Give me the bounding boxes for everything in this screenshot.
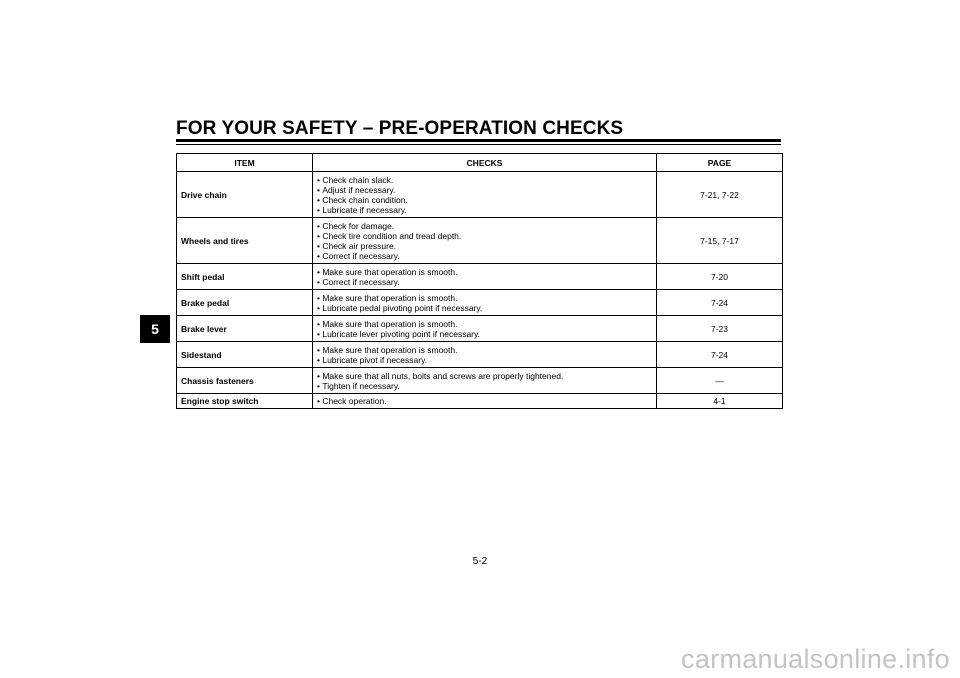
row-page: 7-24 [657,290,783,316]
row-checks [313,394,657,409]
check-bullet: • Make sure that operation is smooth. [317,293,652,303]
column-header-item: ITEM [177,154,313,172]
check-bullet: • Lubricate if necessary. [317,205,652,215]
row-item: Brake pedal [177,290,313,316]
chapter-tab: 5 [140,315,170,343]
check-bullet: • Check chain slack. [317,175,652,185]
row-page: — [657,368,783,394]
row-item: Sidestand [177,342,313,368]
column-header-page: PAGE [657,154,783,172]
row-page: 7-15, 7-17 [657,218,783,264]
table-row [177,316,783,342]
row-item: Shift pedal [177,264,313,290]
row-item: Wheels and tires [177,218,313,264]
table-row [177,218,783,264]
check-bullet: • Correct if necessary. [317,251,652,261]
row-checks [313,172,657,218]
row-page: 7-24 [657,342,783,368]
check-bullet: • Check tire condition and tread depth. [317,231,652,241]
table-header-row [177,154,783,172]
row-item: Engine stop switch [177,394,313,409]
watermark: carmanualsonline.info [681,644,950,674]
check-bullet: • Check for damage. [317,221,652,231]
row-checks [313,264,657,290]
row-item: Brake lever [177,316,313,342]
row-checks [313,290,657,316]
row-checks [313,218,657,264]
row-page: 7-21, 7-22 [657,172,783,218]
table-row [177,368,783,394]
check-bullet: • Correct if necessary. [317,277,652,287]
check-bullet: • Make sure that operation is smooth. [317,319,652,329]
row-page: 4-1 [657,394,783,409]
check-bullet: • Check chain condition. [317,195,652,205]
table-row [177,172,783,218]
table-row [177,290,783,316]
row-item: Drive chain [177,172,313,218]
check-bullet: • Lubricate pivot if necessary. [317,355,652,365]
row-page: 7-23 [657,316,783,342]
table-row [177,394,783,409]
table-row [177,264,783,290]
row-checks [313,368,657,394]
title-rule-thin [176,144,781,145]
row-checks [313,342,657,368]
check-bullet: • Lubricate pedal pivoting point if necessary. [317,303,652,313]
column-header-checks: CHECKS [313,154,657,172]
check-bullet: • Check operation. [317,396,652,406]
row-page: 7-20 [657,264,783,290]
row-checks [313,316,657,342]
table-row [177,342,783,368]
page-number: 5-2 [472,556,488,567]
row-item: Chassis fasteners [177,368,313,394]
pre-operation-checks-table [176,153,783,409]
page-title: FOR YOUR SAFETY – PRE-OPERATION CHECKS [176,118,624,139]
check-bullet: • Make sure that operation is smooth. [317,267,652,277]
check-bullet: • Tighten if necessary. [317,381,652,391]
check-bullet: • Make sure that operation is smooth. [317,345,652,355]
check-bullet: • Lubricate lever pivoting point if necessary. [317,329,652,339]
title-rule-thick [176,139,781,142]
check-bullet: • Check air pressure. [317,241,652,251]
check-bullet: • Adjust if necessary. [317,185,652,195]
check-bullet: • Make sure that all nuts, bolts and screws are properly tightened. [317,371,652,381]
